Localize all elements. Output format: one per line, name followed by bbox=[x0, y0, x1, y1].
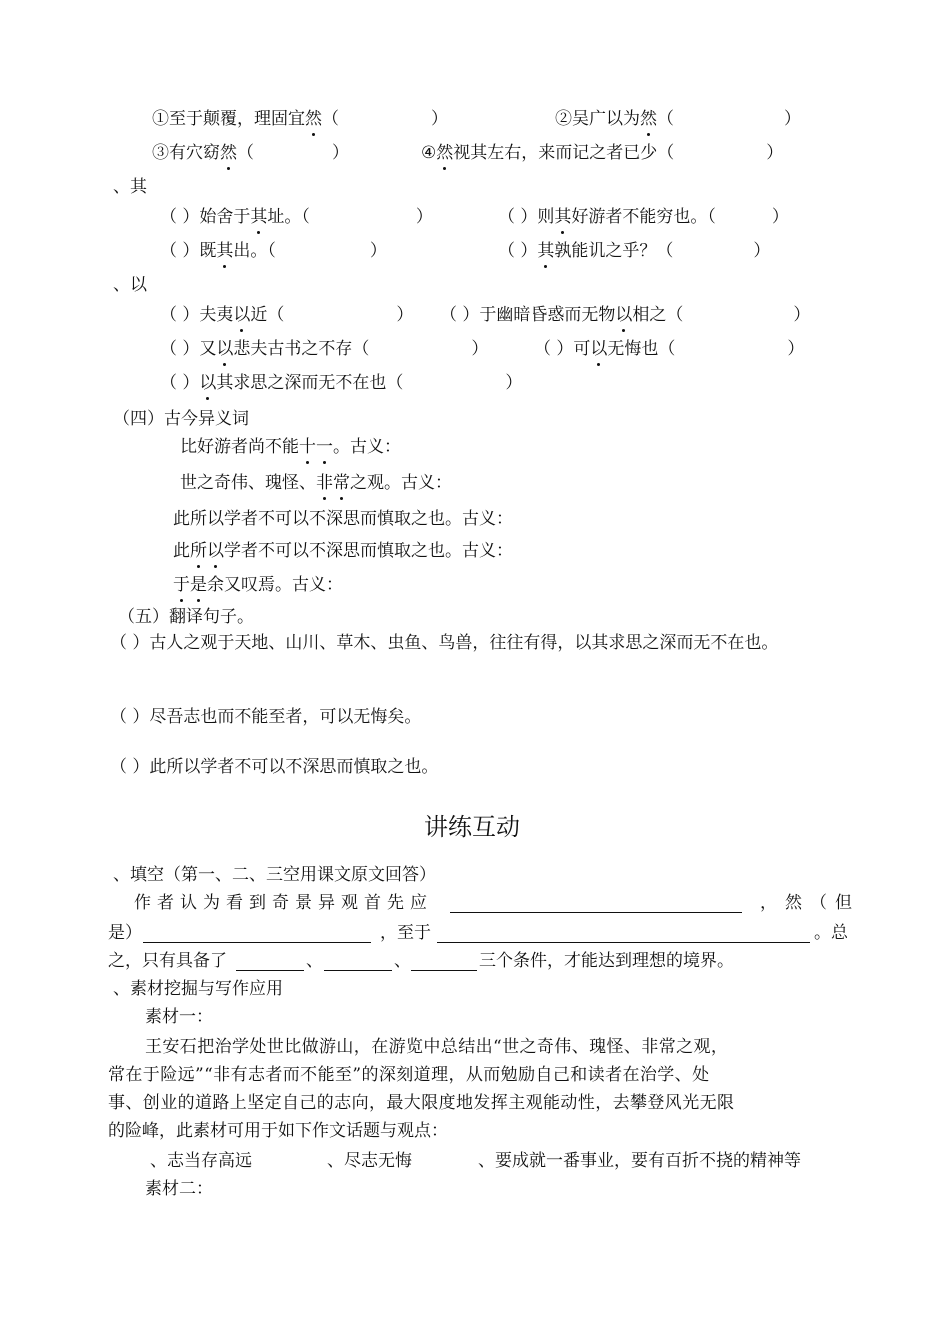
emphasis-dot-char: 其 bbox=[250, 207, 268, 227]
emphasis-dot-char: 以 bbox=[615, 305, 633, 325]
emphasis-dot-char: 一 bbox=[316, 437, 333, 457]
gujin-line-3: 此所以学者不可以不深思而慎取之也。古义： bbox=[173, 509, 513, 529]
emphasis-dot-char: 常 bbox=[333, 473, 350, 493]
emphasis-dot-char: 然 bbox=[640, 109, 657, 129]
emphasis-dot-char: 然 bbox=[436, 143, 454, 163]
emphasis-dot-char: 十 bbox=[299, 437, 316, 457]
emphasis-dot-char: 非 bbox=[316, 473, 333, 493]
qi-item-4: （ ）其孰能讥之乎？（ ） bbox=[498, 241, 771, 261]
ran-item-3: ③有穴窈然（ ） bbox=[152, 143, 349, 163]
material-2-label: 素材二： bbox=[145, 1179, 213, 1199]
gujin-line-1: 比好游者尚不能十一。古义： bbox=[180, 437, 401, 457]
qi-heading: 、其 bbox=[113, 177, 147, 197]
emphasis-dot-char: 其 bbox=[216, 241, 234, 261]
fill-line-3a: 之，只有具备了 bbox=[108, 951, 227, 971]
section-five-heading: （五）翻译句子。 bbox=[118, 607, 254, 627]
emphasis-dot-char: 以 bbox=[199, 373, 217, 393]
emphasis-dot-char: 于 bbox=[173, 575, 190, 595]
emphasis-dot-char: 其 bbox=[554, 207, 572, 227]
fill-line-3b: 三个条件，才能达到理想的境界。 bbox=[479, 951, 734, 971]
translate-sentence-3: （ ）此所以学者不可以不深思而慎取之也。 bbox=[110, 757, 439, 777]
yi-item-5: （ ）以其求思之深而无不在也（ ） bbox=[160, 373, 523, 393]
emphasis-dot-char: 其 bbox=[537, 241, 555, 261]
translate-sentence-2: （ ）尽吾志也而不能至者，可以无悔矣。 bbox=[110, 707, 422, 727]
yi-item-2: （ ）于幽暗昏惑而无物以相之（ ） bbox=[440, 305, 811, 325]
practice-title: 讲练互动 bbox=[424, 813, 520, 841]
gujin-line-2: 世之奇伟、瑰怪、非常之观。古义： bbox=[180, 473, 452, 493]
section-four-heading: （四）古今异义词 bbox=[113, 409, 249, 429]
yi-item-4: （ ）可以无悔也（ ） bbox=[534, 339, 805, 359]
fill-heading: 、填空（第一、二、三空用课文原文回答） bbox=[113, 865, 436, 885]
fill-sep-1: 、 bbox=[306, 951, 323, 971]
fill-line-1b: ，然（但 bbox=[760, 893, 860, 913]
ran-item-1: ①至于颠覆，理固宜然（ ） bbox=[152, 109, 448, 129]
material-1-paragraph-line-2: 常在于险远”“非有志者而不能至”的深刻道理，从而勉励自己和读者在治学、处 bbox=[108, 1065, 710, 1085]
yi-heading: 、以 bbox=[113, 275, 147, 295]
fill-blank-2[interactable] bbox=[143, 924, 371, 943]
emphasis-dot-char: 所 bbox=[190, 541, 207, 561]
fill-line-2a: 是） bbox=[108, 923, 142, 943]
qi-item-1: （ ）始舍于其址。（ ） bbox=[160, 207, 433, 227]
fill-line-1a: 作者认为看到奇景异观首先应 bbox=[134, 893, 433, 913]
emphasis-dot-char: 然 bbox=[220, 143, 237, 163]
fill-line-2b: ，至于 bbox=[380, 923, 431, 943]
emphasis-dot-char: 以 bbox=[216, 339, 234, 359]
gujin-line-4: 此所以学者不可以不深思而慎取之也。古义： bbox=[173, 541, 513, 561]
fill-sep-2: 、 bbox=[394, 951, 411, 971]
material-heading: 、素材挖掘与写作应用 bbox=[113, 979, 283, 999]
gujin-line-5: 于是余又叹焉。古义： bbox=[173, 575, 343, 595]
emphasis-dot-char: 是 bbox=[190, 575, 207, 595]
emphasis-dot-char: 然 bbox=[305, 109, 322, 129]
fill-blank-3[interactable] bbox=[437, 924, 810, 943]
emphasis-dot-char: 以 bbox=[233, 305, 251, 325]
emphasis-dot-char: 以 bbox=[207, 541, 224, 561]
qi-item-2: （ ）则其好游者不能穷也。（ ） bbox=[498, 207, 789, 227]
material-1-paragraph-line-1: 王安石把治学处世比做游山，在游览中总结出“世之奇伟、瑰怪、非常之观， bbox=[145, 1037, 729, 1057]
fill-blank-6[interactable] bbox=[411, 952, 477, 971]
fill-line-2c: 。总 bbox=[814, 923, 848, 943]
translate-sentence-1: （ ）古人之观于天地、山川、草木、虫鱼、鸟兽，往往有得，以其求思之深而无不在也。 bbox=[110, 633, 779, 653]
yi-item-3: （ ）又以悲夫古书之不存（ ） bbox=[160, 339, 489, 359]
topic-2: 、尽志无悔 bbox=[327, 1151, 412, 1171]
yi-item-1: （ ）夫夷以近（ ） bbox=[160, 305, 414, 325]
qi-item-3: （ ）既其出。（ ） bbox=[160, 241, 387, 261]
material-1-paragraph-line-3: 事、创业的道路上坚定自己的志向，最大限度地发挥主观能动性，去攀登风光无限 bbox=[108, 1093, 735, 1113]
material-1-paragraph-line-4: 的险峰，此素材可用于如下作文话题与观点： bbox=[108, 1121, 448, 1141]
topic-3: 、要成就一番事业，要有百折不挠的精神等 bbox=[478, 1151, 801, 1171]
ran-item-2: ②吴广以为然（ ） bbox=[555, 109, 801, 129]
fill-blank-4[interactable] bbox=[236, 952, 304, 971]
fill-blank-5[interactable] bbox=[324, 952, 392, 971]
topic-1: 、志当存高远 bbox=[150, 1151, 252, 1171]
emphasis-dot-char: 以 bbox=[590, 339, 608, 359]
ran-item-4: ④然视其左右，来而记之者已少（ ） bbox=[421, 143, 784, 163]
material-1-label: 素材一： bbox=[145, 1007, 213, 1027]
fill-blank-1[interactable] bbox=[450, 894, 742, 913]
